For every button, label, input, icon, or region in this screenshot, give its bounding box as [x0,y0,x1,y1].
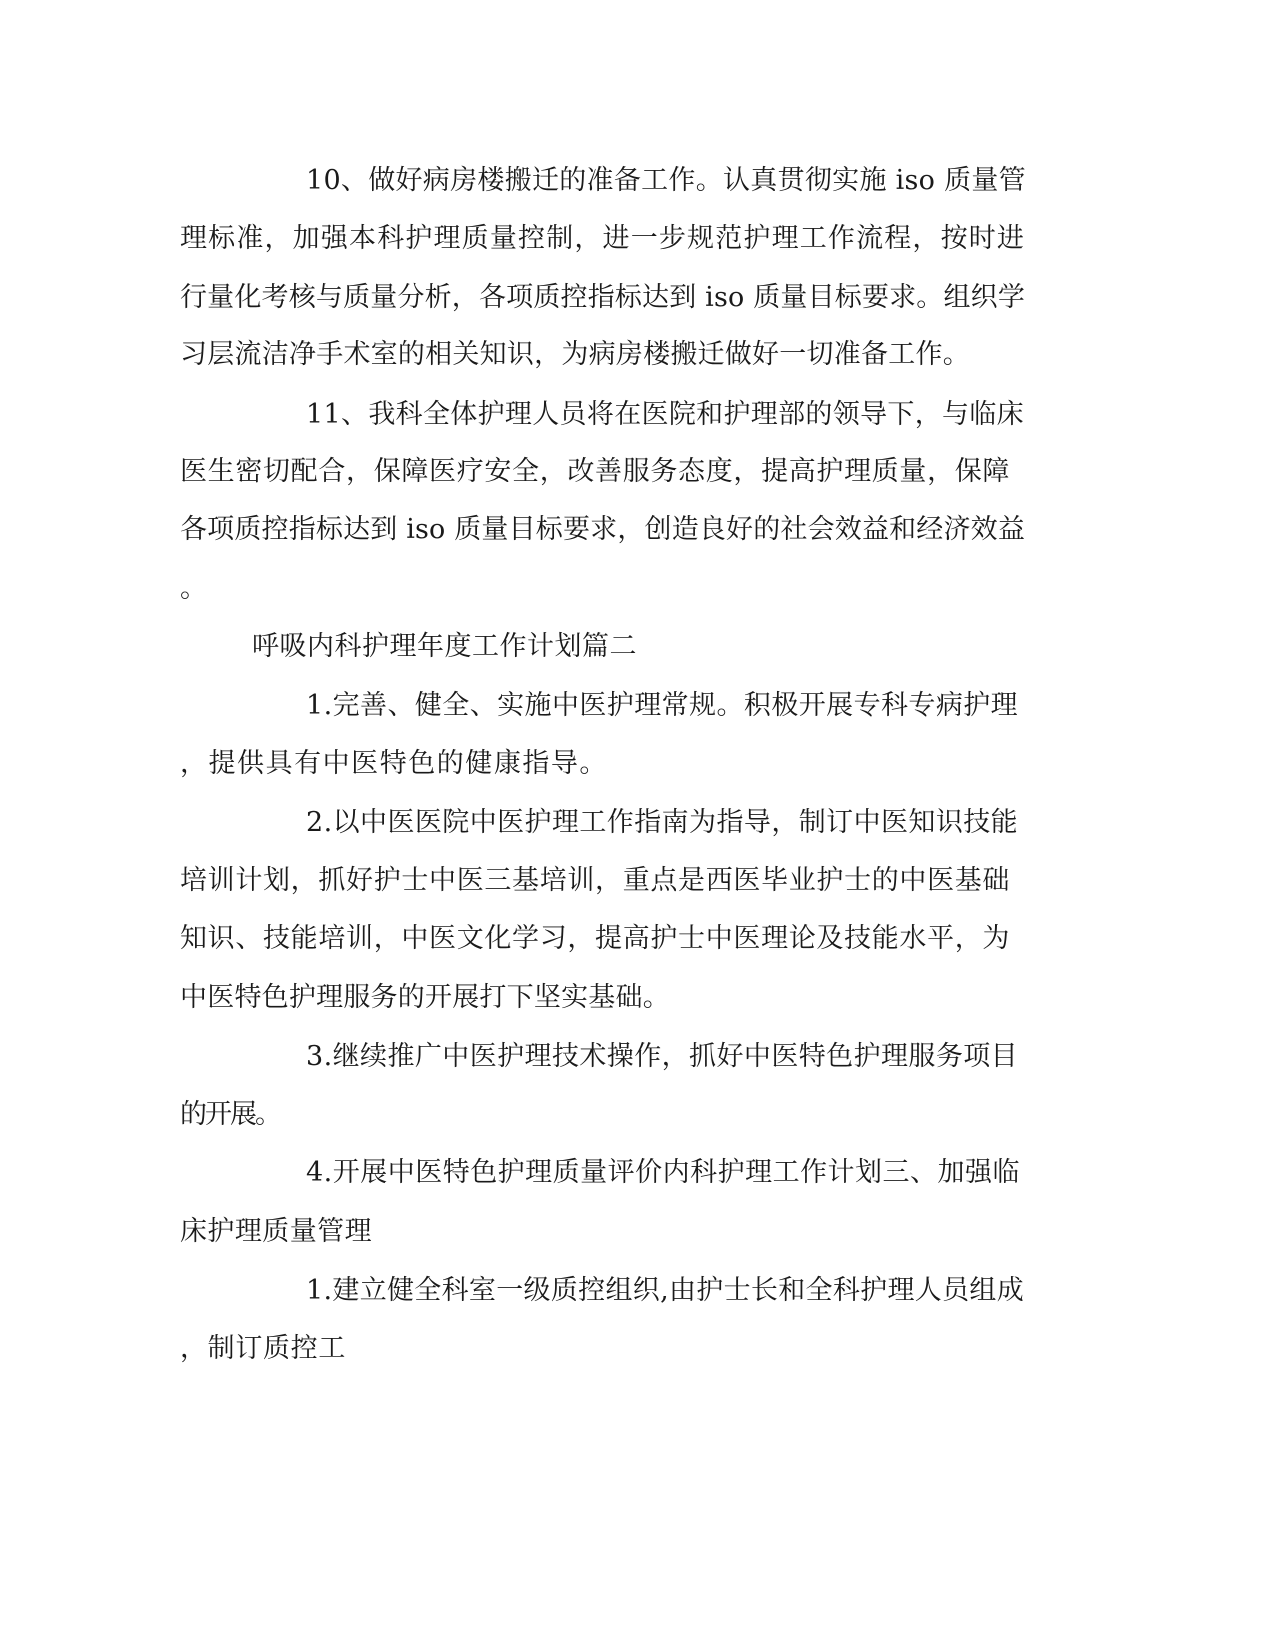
item-2-line-3: 知识、技能培训，中医文化学习，提高护士中医理论及技能水平，为 [180,923,1011,954]
paragraph-11-line-4: 。 [180,573,207,604]
item-1-line-2: ，提供具有中医特色的健康指导。 [180,748,608,779]
quality-item-1-line-2: ，制订质控工 [180,1333,347,1364]
paragraph-10-line-4: 习层流洁净手术室的相关知识，为病房楼搬迁做好一切准备工作。 [180,339,970,370]
item-3-line-1: 3.继续推广中医护理技术操作，抓好中医特色护理服务项目 [306,1041,1019,1072]
item-4-line-2: 床护理质量管理 [180,1216,373,1247]
quality-item-1-line-1: 1.建立健全科室一级质控组织,由护士长和全科护理人员组成 [306,1275,1025,1306]
item-2-line-2: 培训计划，抓好护士中医三基培训，重点是西医毕业护士的中医基础 [180,865,1011,896]
section-heading: 呼吸内科护理年度工作计划篇二 [252,631,637,662]
item-1-line-1: 1.完善、健全、实施中医护理常规。积极开展专科专病护理 [306,690,1019,721]
paragraph-10-line-1: 10、做好病房楼搬迁的准备工作。认真贯彻实施 iso 质量管 [306,165,1026,196]
paragraph-10-line-2: 理标准，加强本科护理质量控制，进一步规范护理工作流程，按时进 [180,223,1026,254]
item-4-line-1: 4.开展中医特色护理质量评价内科护理工作计划三、加强临 [306,1157,1020,1188]
item-2-line-1: 2.以中医医院中医护理工作指南为指导，制订中医知识技能 [306,807,1019,838]
item-2-line-4: 中医特色护理服务的开展打下坚实基础。 [180,982,670,1013]
paragraph-11-line-3: 各项质控指标达到 iso 质量目标要求，创造良好的社会效益和经济效益 [180,514,1026,545]
paragraph-11-line-1: 11、我科全体护理人员将在医院和护理部的领导下，与临床 [306,399,1024,430]
paragraph-10-line-3: 行量化考核与质量分析，各项质控指标达到 iso 质量目标要求。组织学 [180,282,1026,313]
item-3-line-2: 的开展。 [180,1099,280,1130]
paragraph-11-line-2: 医生密切配合，保障医疗安全，改善服务态度，提高护理质量，保障 [180,456,1011,487]
